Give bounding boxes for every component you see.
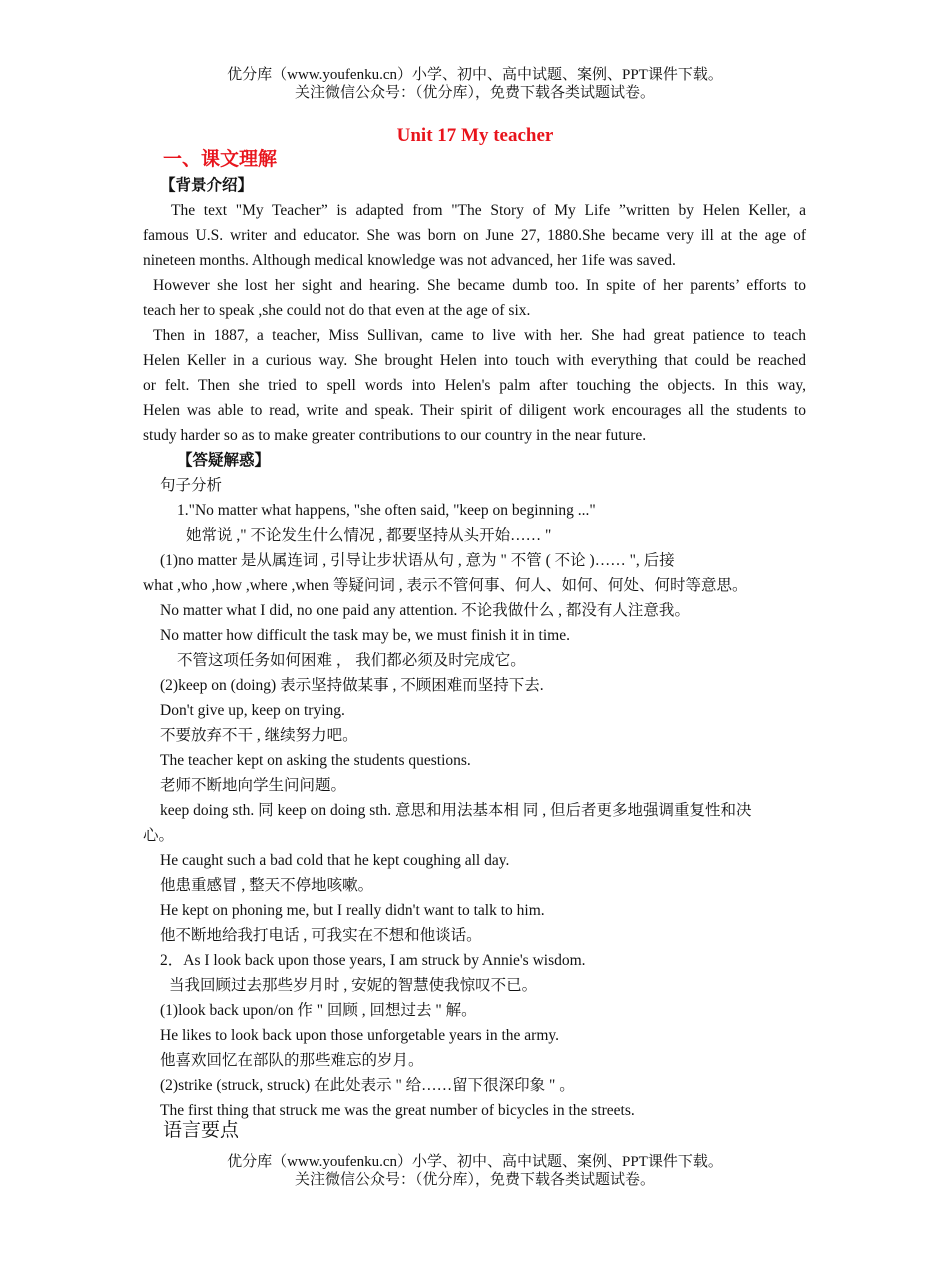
qa-line: (2)keep on (doing) 表示坚持做某事 , 不顾困难而坚持下去.	[160, 677, 544, 694]
page-header	[0, 66, 950, 102]
paragraph-line: The text "My Teacher” is adapted from "The Story of My Life ”written by Helen Keller, a	[171, 202, 806, 219]
page-footer	[0, 1153, 950, 1189]
qa-line: 老师不断地向学生问问题。	[160, 777, 347, 794]
page-title: Unit 17 My teacher	[396, 125, 554, 146]
qa-line: 他不断地给我打电话 , 可我实在不想和他谈话。	[160, 927, 482, 944]
qa-line: He caught such a bad cold that he kept coughing all day.	[160, 852, 510, 869]
header-line-1: 优分库（www.youfenku.cn）小学、初中、高中试题、案例、PPT课件下载。	[227, 67, 723, 83]
qa-line: He likes to look back upon those unforgetable years in the army.	[160, 1027, 560, 1044]
qa-line: 当我回顾过去那些岁月时 , 安妮的智慧使我惊叹不已。	[169, 977, 538, 994]
qa-line: what ,who ,how ,where ,when 等疑问词 , 表示不管何事、何人、如何、何处、何时等意思。	[143, 577, 748, 594]
qa-line: 他患重感冒 , 整天不停地咳嗽。	[160, 877, 374, 894]
qa-line: No matter how difficult the task may be, we must finish it in time.	[160, 627, 570, 644]
paragraph-line: Helen was able to read, write and speak. Their spirit of diligent work encourages all the students to	[143, 402, 806, 419]
paragraph-line: However she lost her sight and hearing. She became dumb too. In spite of her parents’ efforts to	[153, 277, 806, 294]
qa-line: No matter what I did, no one paid any attention. 不论我做什么 , 都没有人注意我。	[160, 602, 690, 619]
paragraph-line: famous U.S. writer and educator. She was born on June 27, 1880.She became very ill at the age of	[143, 227, 806, 244]
qa-line: 不要放弃不干 , 继续努力吧。	[160, 727, 358, 744]
qa-line: He kept on phoning me, but I really didn't want to talk to him.	[160, 902, 545, 919]
qa-line: (1)no matter 是从属连词 , 引导让步状语从句 , 意为 " 不管 ( 不论 )…… ", 后接	[160, 552, 675, 569]
qa-line: 2．As I look back upon those years, I am struck by Annie's wisdom.	[160, 952, 586, 969]
footer-line-2: 关注微信公众号：（优分库），免费下载各类试题试卷。	[294, 1172, 655, 1188]
footer-line-1: 优分库（www.youfenku.cn）小学、初中、高中试题、案例、PPT课件下载。	[227, 1154, 723, 1170]
qa-line: 他喜欢回忆在部队的那些难忘的岁月。	[160, 1052, 424, 1069]
paragraph-line: teach her to speak ,she could not do that even at the age of six.	[143, 302, 531, 319]
header-line-2: 关注微信公众号：（优分库），免费下载各类试题试卷。	[294, 85, 655, 101]
qa-line: 心。	[143, 827, 175, 844]
qa-line: 1."No matter what happens, "she often said, "keep on beginning ..."	[177, 502, 596, 519]
language-points-heading: 语言要点	[163, 1120, 240, 1141]
qa-line: Don't give up, keep on trying.	[160, 702, 345, 719]
qa-line: The teacher kept on asking the students questions.	[160, 752, 471, 769]
paragraph-line: Helen Keller in a curious way. She brought Helen into touch with everything that could be reached	[143, 352, 806, 369]
qa-line: 她常说 ," 不论发生什么情况 , 都要坚持从头开始…… "	[186, 527, 552, 544]
sentence-analysis-label: 句子分析	[160, 477, 223, 494]
qa-line: 不管这项任务如何困难 ， 我们都必须及时完成它。	[177, 652, 526, 669]
paragraph-line: or felt. Then she tried to spell words into Helen's palm after touching the objects. In this way,	[143, 377, 806, 394]
paragraph-line: nineteen months. Although medical knowledge was not advanced, her 1ife was saved.	[143, 252, 676, 269]
qa-line: keep doing sth. 同 keep on doing sth. 意思和用法基本相 同 , 但后者更多地强调重复性和决	[160, 802, 752, 819]
section-heading: 一、课文理解	[163, 149, 278, 170]
paragraph-line: Then in 1887, a teacher, Miss Sullivan, came to live with her. She had great patience to teach	[153, 327, 806, 344]
qa-heading: 【答疑解惑】	[177, 452, 271, 469]
qa-line: The first thing that struck me was the great number of bicycles in the streets.	[160, 1102, 635, 1119]
paragraph-line: study harder so as to make greater contributions to our country in the near future.	[143, 427, 647, 444]
qa-line: (2)strike (struck, struck) 在此处表示 " 给……留下很深印象 " 。	[160, 1077, 575, 1094]
document-body	[143, 173, 806, 1123]
qa-line: (1)look back upon/on 作 " 回顾 , 回想过去 " 解。	[160, 1002, 477, 1019]
background-heading: 【背景介绍】	[160, 177, 254, 194]
